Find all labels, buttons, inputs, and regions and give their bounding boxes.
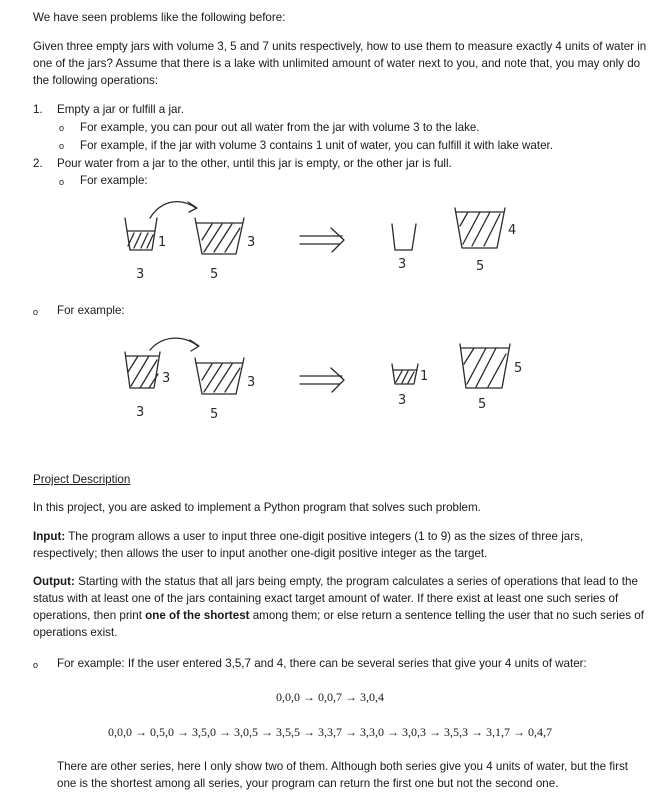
jar-medium-sketch [195,358,244,394]
diagram1-before-label: 1 [158,235,167,250]
diagram1-before-label: 3 [247,235,256,250]
pour-arrow-icon [150,338,199,351]
jar-small-empty-sketch [392,224,416,250]
problem-statement: Given three empty jars with volume 3, 5 and 7 units respectively, how to use them to measure exactly 4 units of water in one of the jars? Assume that there is a lake with unlimited amount of water next to you, and note that, you may only do the following operations: [33,40,647,87]
jar-small-sketch [125,218,157,250]
example-text: For example: If the user entered 3,5,7 and 4, there can be several series that give your 4 units of water: [57,657,587,670]
diagram2-before-label: 3 [247,375,256,390]
jar-small-one-unit-sketch [392,364,418,384]
pour-arrow-icon [150,202,197,218]
intro-text: We have seen problems like the following before: [33,11,286,24]
diagram1-before-label: 5 [210,267,219,282]
output-paragraph: Output: Starting with the status that all jars being empty, the program calculates a series of operations that lead to the status with at least one of the jars containing exact target amount of water. If there exist at least one such series of operations, then print one of the shortest among them; or else return a sentence telling the user that no such series of operations exist. [33,575,644,639]
bullet-icon: o [59,141,65,151]
op-2-text: Pour water from a jar to the other, until this jar is empty, or the other jar is full. [57,157,452,170]
shortest-emphasis: one of the shortest [145,609,250,622]
jar-medium-sketch [195,218,244,254]
diagram2-after-label: 3 [398,393,407,408]
implies-arrow-icon [300,228,344,252]
input-label: Input: [33,530,66,543]
implies-arrow-icon [300,368,344,392]
bullet-icon: o [59,177,65,187]
diagram1-after-label: 4 [508,223,517,238]
diagram1-after-label: 3 [398,257,407,272]
bullet-icon: o [59,123,65,133]
diagram1-after-label: 5 [476,259,485,274]
diagram2-before-label: 5 [210,407,219,422]
project-heading: Project Description [33,473,131,486]
op-2-sub-1: For example: [80,174,148,187]
output-label: Output: [33,575,75,588]
bullet-icon: o [33,660,39,670]
diagram2-after-label: 1 [420,369,429,384]
diagram2-after-label: 5 [478,397,487,412]
jar-medium-full-sketch [460,344,510,388]
closing-text: There are other series, here I only show two of them. Although both series give you 4 units of water, but the first one is the shortest among all series, your program can return the first one but not the second one. [57,760,628,790]
series-2: 0,0,0 → 0,5,0 → 3,5,0 → 3,0,5 → 3,5,5 → 3,3,7 → 3,3,0 → 3,0,3 → 3,5,3 → 3,1,7 → 0,4,7 [108,725,552,739]
jar-medium-filled-sketch [455,208,505,248]
bullet-icon: o [33,307,39,317]
op-1-sub-2: For example, if the jar with volume 3 contains 1 unit of water, you can fulfill it with lake water. [80,139,553,152]
diagram2-before-label: 3 [162,371,171,386]
diagram2-after-label: 5 [514,361,523,376]
op-1-number: 1. [33,103,43,116]
op-1-text: Empty a jar or fulfill a jar. [57,103,184,116]
project-intro: In this project, you are asked to implement a Python program that solves such problem. [33,501,481,514]
jar-small-full-sketch [125,352,160,388]
example-2-label: For example: [57,304,125,317]
pour-diagram-2 [0,330,660,425]
series-1: 0,0,0 → 0,0,7 → 3,0,4 [276,690,384,704]
op-2-number: 2. [33,157,43,170]
op-1-sub-1: For example, you can pour out all water from the jar with volume 3 to the lake. [80,121,480,134]
diagram2-before-label: 3 [136,405,145,420]
diagram1-before-label: 3 [136,267,145,282]
input-paragraph: Input: The program allows a user to input three one-digit positive integers (1 to 9) as the sizes of three jars, respectively; then allows the user to input another one-digit positive integer as the target. [33,530,584,560]
pour-diagram-1 [0,190,660,285]
